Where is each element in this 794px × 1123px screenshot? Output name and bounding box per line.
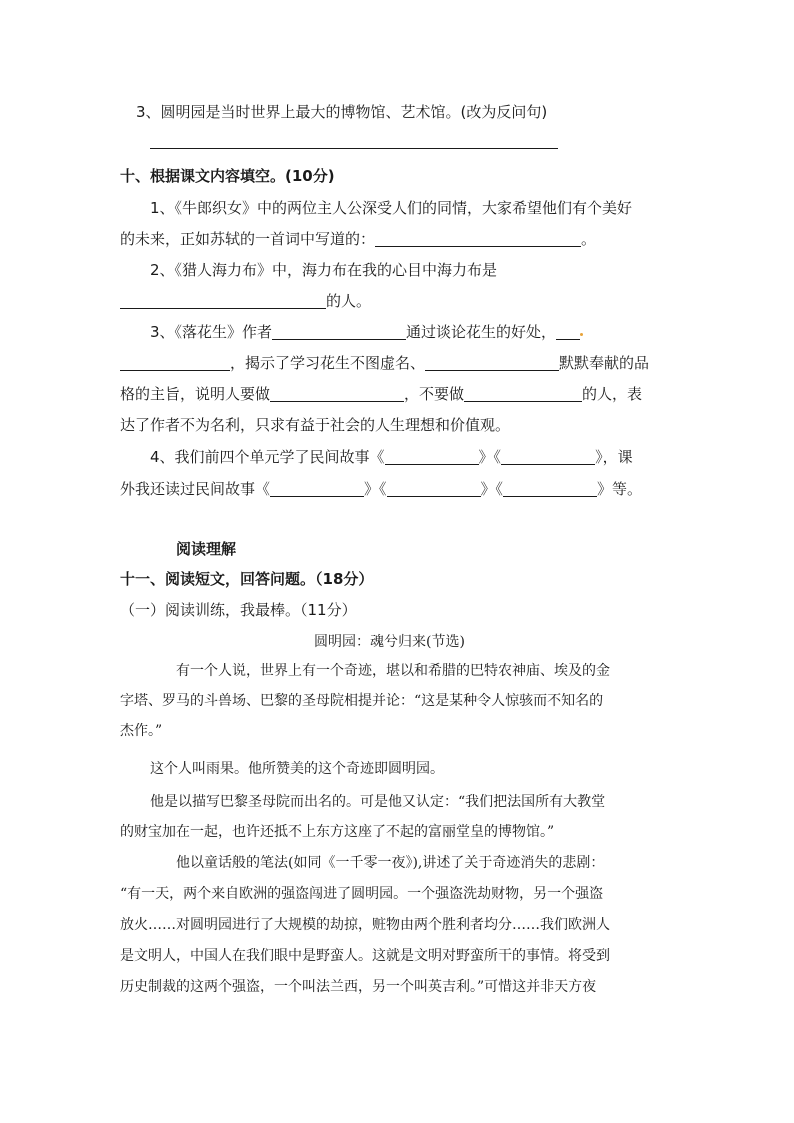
s10-item3-blank-should[interactable] (270, 385, 404, 402)
s10-item3-line1 (150, 322, 583, 342)
passage-p3-line1: 他是以描写巴黎圣母院而出名的。可是他又认定：“我们把法国所有大教堂 (150, 794, 606, 810)
passage-p4-line4: 是文明人，中国人在我们眼中是野蛮人。这就是文明对野蛮所干的事情。将受到 (120, 948, 610, 964)
section11-heading: 十一、阅读短文，回答问题。（18分） (120, 570, 374, 588)
s10-item4-line1 (150, 447, 633, 467)
s10-item3-c1: 格的主旨，说明人要做 (120, 385, 271, 403)
passage-p4-line5: 历史制裁的这两个强盗，一个叫法兰西，另一个叫英吉利。”可惜这并非天方夜 (120, 979, 597, 995)
q3-rewrite-prompt: 3、圆明园是当时世界上最大的博物馆、艺术馆。(改为反问句) (136, 103, 548, 121)
s10-item3-b1: ，揭示了学习花生不图虚名、 (230, 354, 426, 372)
s10-item2-end: 的人。 (326, 292, 372, 310)
s10-item3-line3 (120, 384, 642, 404)
s10-item3-a2: 通过谈论花生的好处， (406, 323, 557, 341)
s10-item4-line2 (120, 479, 642, 499)
s10-item2-blank[interactable] (120, 292, 326, 309)
s10-item2-line1: 2、《猎人海力布》中，海力布在我的心目中海力布是 (150, 261, 498, 279)
s10-item3-line4: 达了作者不为名利，只求有益于社会的人生理想和价值观。 (120, 416, 511, 434)
s10-item4-blank5[interactable] (503, 480, 597, 497)
s10-item3-blank-start[interactable] (556, 323, 580, 340)
s10-item1-line1: 1、《牛郎织女》中的两位主人公深受人们的同情，大家希望他们有个美好 (150, 199, 633, 217)
orange-mark-icon (580, 333, 583, 336)
passage-p1-line1: 有一个人说，世界上有一个奇迹，堪以和希腊的巴特农神庙、埃及的金 (176, 663, 610, 679)
passage-p1-line2: 字塔、罗马的斗兽场、巴黎的圣母院相提并论：“这是某种令人惊骇而不知名的 (120, 693, 604, 709)
s10-item3-c3: 的人，表 (582, 385, 643, 403)
s10-item4-blank1[interactable] (385, 448, 479, 465)
s10-item2-line2 (120, 291, 371, 311)
s10-item3-blank-shouldnot[interactable] (464, 385, 582, 402)
s10-item4-blank3[interactable] (270, 480, 364, 497)
passage-p1-line3: 杰作。” (120, 723, 163, 739)
passage-p3-line2: 的财宝加在一起，也许还抵不上东方这座了不起的富丽堂皇的博物馆。” (120, 824, 555, 840)
reading-part1-heading: （一）阅读训练，我最棒。（11分） (120, 601, 357, 619)
passage-p4-line3: 放火……对圆明园进行了大规模的劫掠，赃物由两个胜利者均分……我们欧洲人 (120, 917, 610, 933)
s10-item4-a3: 》，课 (595, 448, 633, 466)
s10-item3-a1: 3、《落花生》作者 (150, 323, 273, 341)
s10-item3-blank-reason[interactable] (120, 354, 230, 371)
s10-item3-c2: ，不要做 (404, 385, 465, 403)
s10-item3-b2: 默默奉献的品 (559, 354, 650, 372)
s10-item1-end: 。 (581, 230, 597, 248)
passage-p4-line1: 他以童话般的笔法(如同《一千零一夜》),讲述了关于奇迹消失的悲剧： (176, 855, 605, 871)
s10-item1-line2 (120, 229, 596, 249)
s10-item4-b1: 外我还读过民间故事《 (120, 480, 271, 498)
section10-heading: 十、根据课文内容填空。(10分) (120, 167, 335, 185)
s10-item3-blank-quality[interactable] (425, 354, 559, 371)
passage-p4-line2: “有一天，两个来自欧洲的强盗闯进了圆明园。一个强盗洗劫财物，另一个强盗 (120, 886, 604, 902)
s10-item1-text: 的未来，正如苏轼的一首词中写道的： (120, 230, 376, 248)
passage-title: 圆明园：魂兮归来(节选) (314, 634, 465, 650)
s10-item4-b3: 》《 (480, 480, 504, 498)
s10-item4-b2: 》《 (364, 480, 387, 498)
s10-item4-blank4[interactable] (387, 480, 481, 497)
reading-title: 阅读理解 (176, 540, 237, 558)
s10-item4-b4: 》等。 (597, 480, 643, 498)
s10-item1-blank[interactable] (375, 230, 581, 247)
q3-answer-line[interactable] (150, 148, 558, 149)
s10-item4-a1: 4、我们前四个单元学了民间故事《 (150, 448, 385, 466)
s10-item3-blank-author[interactable] (272, 323, 406, 340)
s10-item3-line2 (120, 353, 649, 373)
s10-item4-a2: 》《 (478, 448, 502, 466)
passage-p2: 这个人叫雨果。他所赞美的这个奇迹即圆明园。 (150, 761, 444, 777)
s10-item4-blank2[interactable] (501, 448, 595, 465)
